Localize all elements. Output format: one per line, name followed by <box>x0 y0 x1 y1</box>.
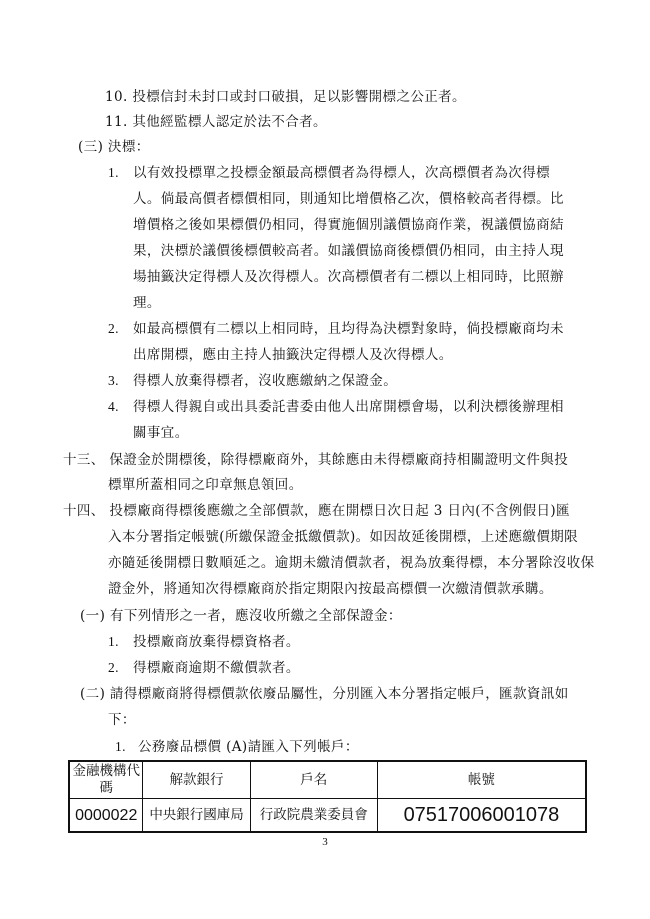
item-number: 3. <box>108 373 119 388</box>
account-name: 行政院農業委員會 <box>250 799 377 833</box>
item-number: 1. <box>108 165 119 180</box>
header-account-name: 戶名 <box>250 761 377 799</box>
header-account-number: 帳號 <box>377 761 586 799</box>
text-line: 以有效投標單之投標金額最高標價者為得標人，次高標價者為次得標 <box>133 165 550 181</box>
text-line: 投標廠商放棄得標資格者。 <box>133 634 300 650</box>
text-line: 11. 其他經監標人認定於法不合者。 <box>105 114 327 130</box>
text-line: 人。倘最高價者標價相同，則通知比增價格乙次，價格較高者得標。比 <box>133 191 564 207</box>
header-bank-code: 金融機構代碼 <box>69 761 143 799</box>
item-number: 4. <box>108 399 119 414</box>
item-number: 2. <box>108 321 119 336</box>
text-line: 亦隨延後開標日數順延之。逾期未繳清價款者，視為放棄得標，本分署除沒收保 <box>108 555 595 571</box>
bank-name: 中央銀行國庫局 <box>143 799 250 833</box>
text-line: 得標廠商逾期不繳價款者。 <box>133 660 300 676</box>
text-line: 標單所蓋相同之印章無息領回。 <box>108 477 303 493</box>
header-bank: 解款銀行 <box>143 761 250 799</box>
text-line: 十四、 投標廠商得標後應繳之全部價款，應在開標日次日起 3 日內(不含例假日)匯 <box>63 503 570 519</box>
account-number: 07517006001078 <box>377 799 586 833</box>
text-line: 如最高標價有二標以上相同時，且均得為決標對象時，倘投標廠商均未 <box>133 321 564 337</box>
text-line: 果，決標於議價後標價較高者。如議價協商後標價仍相同，由主持人現 <box>133 243 564 259</box>
text-line: 公務廢品標價 (A)請匯入下列帳戶： <box>138 739 359 755</box>
text-line: 增價格之後如果標價仍相同，得實施個別議價協商作業，視議價協商結 <box>133 217 564 233</box>
text-line: 得標人放棄得標者，沒收應繳納之保證金。 <box>133 373 398 389</box>
text-line: 理。 <box>133 295 161 311</box>
table-row <box>69 799 586 833</box>
text-line: 證金外，將通知次得標廠商於指定期限內按最高標價一次繳清價款承購。 <box>108 581 553 597</box>
item-number: 1. <box>108 634 119 649</box>
table-header-row <box>69 761 586 799</box>
text-line: 下： <box>108 712 136 728</box>
text-line: 出席開標，應由主持人抽籤決定得標人及次得標人。 <box>133 347 453 363</box>
text-line: 場抽籤決定得標人及次得標人。次高標價者有二標以上相同時，比照辦 <box>133 269 564 285</box>
text-line: 關事宜。 <box>133 425 189 441</box>
item-number: 1. <box>115 739 126 754</box>
text-line: 十三、 保證金於開標後，除得標廠商外，其餘應由未得標廠商持相關證明文件與投 <box>63 452 569 468</box>
text-line: 入本分署指定帳號(所繳保證金抵繳價款)。如因故延後開標，上述應繳價期限 <box>108 529 579 545</box>
item-number: 2. <box>108 660 119 675</box>
section-heading: (一) 有下列情形之一者，應沒收所繳之全部保證金： <box>80 608 402 624</box>
bank-account-table <box>68 760 587 833</box>
bank-code: 0000022 <box>69 799 143 833</box>
section-heading: (三) 決標： <box>78 139 150 155</box>
section-heading: (二) 請得標廠商將得標價款依廢品屬性，分別匯入本分署指定帳戶，匯款資訊如 <box>80 686 569 702</box>
page-number: 3 <box>322 836 328 848</box>
text-line: 10. 投標信封未封口或封口破損，足以影響開標之公正者。 <box>105 89 466 105</box>
text-line: 得標人得親自或出具委託書委由他人出席開標會場，以利決標後辦理相 <box>133 399 564 415</box>
